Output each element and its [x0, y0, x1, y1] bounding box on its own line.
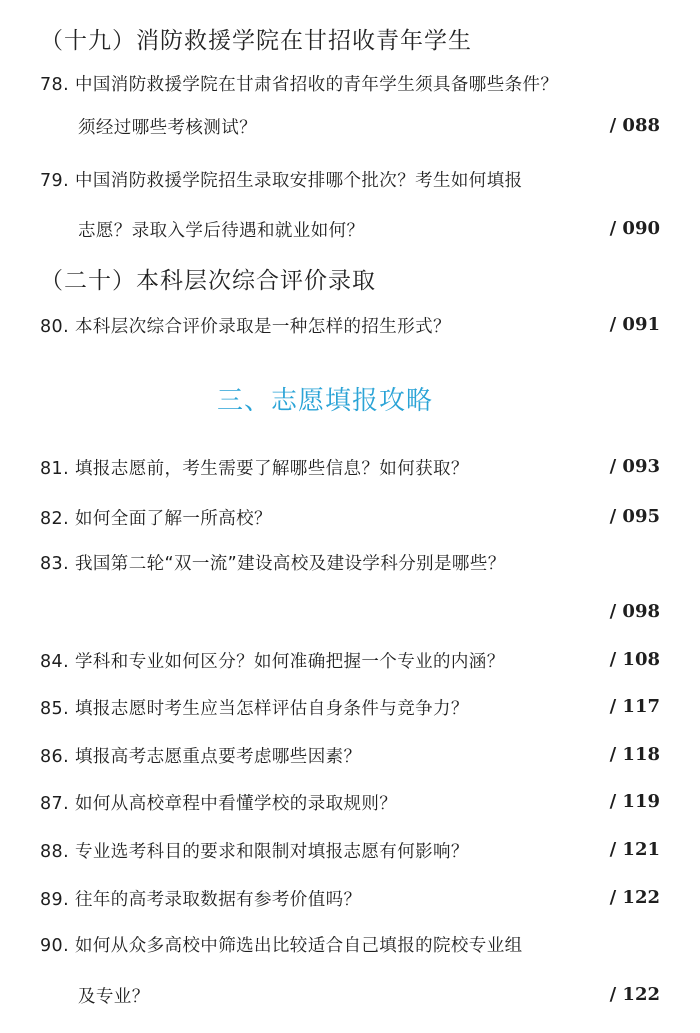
toc-page-86: / 118: [609, 744, 660, 765]
toc-page-78: / 088: [609, 115, 660, 136]
toc-page-81: / 093: [609, 456, 660, 477]
toc-page-83: / 098: [609, 601, 660, 622]
toc-page-89: / 122: [609, 887, 660, 908]
toc-entry-79-line2[interactable]: 志愿？录取入学后待遇和就业如何？: [78, 221, 365, 241]
toc-page-85: / 117: [609, 696, 660, 717]
toc-page-80: / 091: [609, 314, 660, 335]
toc-entry-78-line1[interactable]: 78. 中国消防救援学院在甘肃省招收的青年学生须具备哪些条件？: [40, 75, 559, 95]
toc-entry-90-line1[interactable]: 90. 如何从众多高校中筛选出比较适合自己填报的院校专业组: [40, 936, 523, 956]
toc-entry-80[interactable]: 80. 本科层次综合评价录取是一种怎样的招生形式？: [40, 317, 451, 337]
toc-entry-89[interactable]: 89. 往年的高考录取数据有参考价值吗？: [40, 890, 362, 910]
toc-page-82: / 095: [609, 506, 660, 527]
toc-page-90: / 122: [609, 984, 660, 1005]
toc-page-79: / 090: [609, 218, 660, 239]
toc-entry-84[interactable]: 84. 学科和专业如何区分？如何准确把握一个专业的内涵？: [40, 652, 505, 672]
toc-entry-78-line2[interactable]: 须经过哪些考核测试？: [78, 118, 257, 138]
toc-entry-86[interactable]: 86. 填报高考志愿重点要考虑哪些因素？: [40, 747, 362, 767]
toc-entry-81[interactable]: 81. 填报志愿前，考生需要了解哪些信息？如何获取？: [40, 459, 469, 479]
chapter-heading: 三、志愿填报攻略: [216, 386, 433, 416]
toc-entry-82[interactable]: 82. 如何全面了解一所高校？: [40, 509, 272, 529]
toc-page-88: / 121: [609, 839, 660, 860]
section-heading-19: （十九）消防救援学院在甘招收青年学生: [40, 28, 472, 54]
toc-entry-83[interactable]: 83. 我国第二轮“双一流”建设高校及建设学科分别是哪些？: [40, 554, 506, 574]
section-heading-20: （二十）本科层次综合评价录取: [40, 268, 376, 294]
toc-entry-90-line2[interactable]: 及专业？: [78, 987, 150, 1007]
toc-entry-88[interactable]: 88. 专业选考科目的要求和限制对填报志愿有何影响？: [40, 842, 469, 862]
toc-entry-87[interactable]: 87. 如何从高校章程中看懂学校的录取规则？: [40, 794, 398, 814]
toc-page-87: / 119: [609, 791, 660, 812]
toc-page-84: / 108: [609, 649, 660, 670]
toc-entry-79-line1[interactable]: 79. 中国消防救援学院招生录取安排哪个批次？考生如何填报: [40, 171, 523, 191]
toc-entry-85[interactable]: 85. 填报志愿时考生应当怎样评估自身条件与竞争力？: [40, 699, 469, 719]
